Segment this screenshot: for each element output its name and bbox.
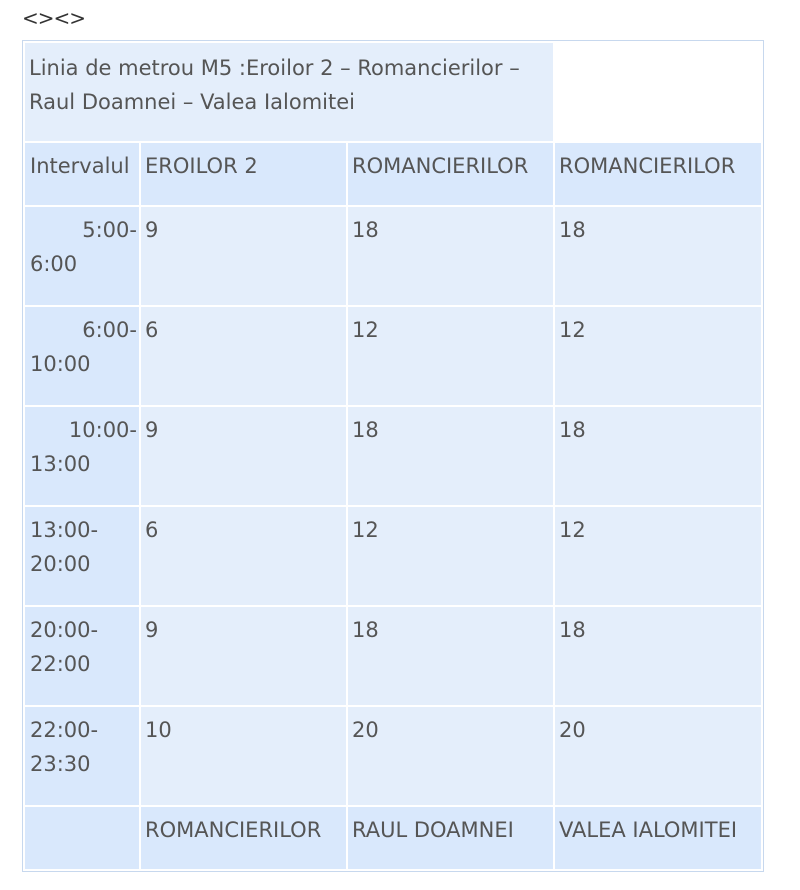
interval-end: 13:00 xyxy=(30,452,91,476)
interval-end: 20:00 xyxy=(30,552,91,576)
value-cell: 18 xyxy=(555,407,761,505)
table-footer-row xyxy=(25,807,761,869)
value-cell: 12 xyxy=(348,307,553,405)
interval-cell xyxy=(25,507,139,605)
table-header-row xyxy=(25,143,761,205)
value-cell: 12 xyxy=(348,507,553,605)
value-cell: 9 xyxy=(141,607,346,705)
interval-cell xyxy=(25,407,139,505)
interval-start: 20:00- xyxy=(30,618,99,642)
value-cell: 6 xyxy=(141,307,346,405)
value-cell: 18 xyxy=(348,207,553,305)
table-row xyxy=(25,407,761,505)
interval-cell xyxy=(25,307,139,405)
header-station-1: EROILOR 2 xyxy=(141,143,346,205)
table-title: Linia de metrou M5 :Eroilor 2 – Romancierilor – Raul Doamnei – Valea Ialomitei xyxy=(25,43,553,141)
blank-cell xyxy=(555,43,761,141)
table-row xyxy=(25,507,761,605)
value-cell: 18 xyxy=(555,607,761,705)
table-row xyxy=(25,207,761,305)
table-row xyxy=(25,607,761,705)
value-cell: 10 xyxy=(141,707,346,805)
interval-start: 6:00- xyxy=(82,318,137,342)
value-cell: 12 xyxy=(555,507,761,605)
footer-station-1: ROMANCIERILOR xyxy=(141,807,346,869)
interval-start: 22:00- xyxy=(30,718,99,742)
header-station-2: ROMANCIERILOR xyxy=(348,143,553,205)
value-cell: 6 xyxy=(141,507,346,605)
value-cell: 18 xyxy=(348,407,553,505)
header-interval: Intervalul xyxy=(25,143,139,205)
interval-end: 6:00 xyxy=(30,252,78,276)
interval-end: 23:30 xyxy=(30,752,91,776)
bracket-glyphs: <><> xyxy=(22,6,86,30)
footer-station-3: VALEA IALOMITEI xyxy=(555,807,761,869)
interval-start: 13:00- xyxy=(30,518,99,542)
footer-station-2: RAUL DOAMNEI xyxy=(348,807,553,869)
interval-start: 10:00- xyxy=(68,418,137,442)
header-station-3: ROMANCIERILOR xyxy=(555,143,761,205)
table-row xyxy=(25,307,761,405)
value-cell: 18 xyxy=(555,207,761,305)
interval-cell xyxy=(25,207,139,305)
interval-end: 10:00 xyxy=(30,352,91,376)
table-title-row xyxy=(25,43,761,141)
value-cell: 20 xyxy=(348,707,553,805)
table-row xyxy=(25,707,761,805)
footer-empty-cell xyxy=(25,807,139,869)
interval-cell xyxy=(25,707,139,805)
metro-schedule-table xyxy=(22,40,764,872)
interval-start: 5:00- xyxy=(82,218,137,242)
interval-cell xyxy=(25,607,139,705)
value-cell: 12 xyxy=(555,307,761,405)
value-cell: 9 xyxy=(141,207,346,305)
value-cell: 18 xyxy=(348,607,553,705)
value-cell: 9 xyxy=(141,407,346,505)
interval-end: 22:00 xyxy=(30,652,91,676)
value-cell: 20 xyxy=(555,707,761,805)
